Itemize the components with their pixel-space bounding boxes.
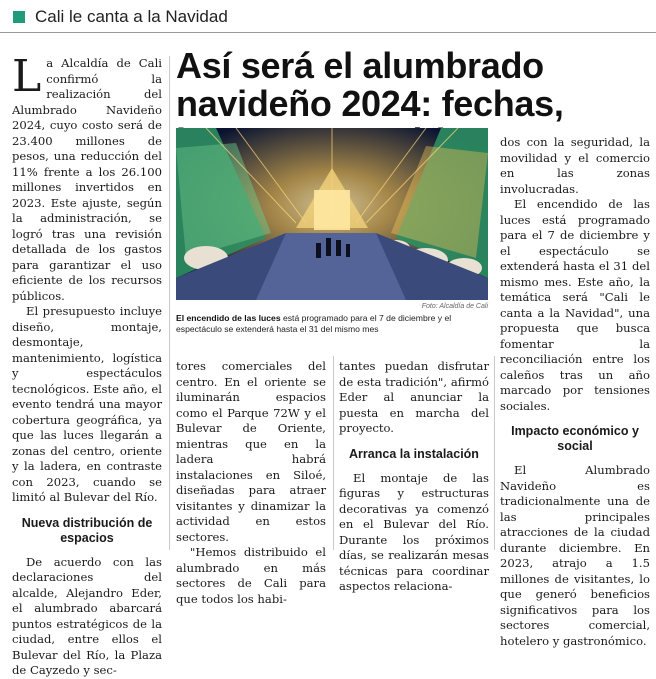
article-paragraph: "Hemos distribuido el alumbrado en más sectores de Cali para que todos los habi- <box>176 545 326 606</box>
drop-cap: L <box>12 51 42 102</box>
section-marker <box>13 11 25 23</box>
article-column-1 <box>12 51 162 679</box>
article-paragraph: dos con la seguridad, la movilidad y el comercio en las zonas involucradas. <box>500 135 650 196</box>
section-title: Cali le canta a la Navidad <box>35 7 228 26</box>
article-column-4 <box>500 135 650 649</box>
headline: Así será el alumbrado navideño 2024: fechas, <box>176 45 564 124</box>
photo-caption <box>176 313 492 335</box>
article-paragraph: El presupuesto incluye diseño, montaje, desmontaje, mantenimiento, logística y espectáculos tecnológicos. Este año, el evento tendrá una mayor cobertura geográfica, ya que las luces llegarán a zonas del centro, oriente y la ladera, en contraste con 2023, cuando se limitó al Bulevar del Río. <box>12 304 162 504</box>
article-paragraph: El Alumbrado Navideño es tradicionalmente una de las principales atracciones de la ciudad durante diciembre. En 2023, atrajo a 1.5 millones de visitantes, lo que generó beneficios significativos para los sectores comercial, hotelero y gastronómico. <box>500 463 650 648</box>
article-paragraph <box>12 51 162 304</box>
article-paragraph: tantes puedan disfrutar de esta tradición", afirmó Eder al anunciar la puesta en marcha del proyecto. <box>339 359 489 435</box>
article-paragraph: De acuerdo con las declaraciones del alcalde, Alejandro Eder, el alumbrado abarcará puntos estratégicos de la ciudad, entre ellos el Bulevar del Río, la Plaza de Cayzedo y sec- <box>12 554 162 677</box>
section-divider <box>0 32 656 33</box>
column-divider <box>494 356 495 550</box>
article-column-2 <box>176 359 326 607</box>
article-photo <box>176 128 488 300</box>
paragraph-text: a Alcaldía de Cali confirmó la realización del Alumbrado Navideño 2024, cuyo costo será de 23.400 millones de pesos, una reducción del 11% frente a los 26.100 millones invertidos en 2023. Este ajuste, según la administración, se logró tras una revisión detallada de los gastos para garantizar el uso eficiente de los recursos públicos. <box>12 56 162 303</box>
subheading: Nueva distribución de espacios <box>21 515 153 545</box>
article-paragraph: El encendido de las luces está programado para el 7 de diciembre y el espectáculo se extenderá hasta el 31 del mismo mes. Este año, la temática será "Cali le canta a la Navidad", una propuesta que busca fomentar la reconciliación entre los caleños tras un año marcado por tensiones sociales. <box>500 197 650 413</box>
article-paragraph: El montaje de las figuras y estructuras decorativas ya comenzó en el Bulevar del Río. Durante los próximos días, se realizarán mesas técnicas para coordinar aspectos relaciona- <box>339 470 489 593</box>
subheading: Arranca la instalación <box>349 446 479 461</box>
photo-credit: Foto: Alcaldía de Cali <box>421 303 488 310</box>
column-divider <box>169 56 170 550</box>
column-divider <box>333 356 334 550</box>
christmas-lights-photo <box>176 128 488 300</box>
caption-text: está programado para el 7 de diciembre y el espectáculo se extenderá hasta el 31 del mismo mes <box>176 313 452 334</box>
caption-lead: El encendido de las luces <box>176 313 281 323</box>
subheading: Impacto económico y social <box>511 424 639 453</box>
section-header <box>13 6 228 28</box>
article-paragraph: tores comerciales del centro. En el oriente se iluminarán espacios como el Parque 72W y el Bulevar de Oriente, mientras que en la ladera habrá instalaciones en Siloé, diseñadas para atraer visitantes y dinamizar la actividad en estos sectores. <box>176 359 326 544</box>
article-column-3 <box>339 359 489 595</box>
